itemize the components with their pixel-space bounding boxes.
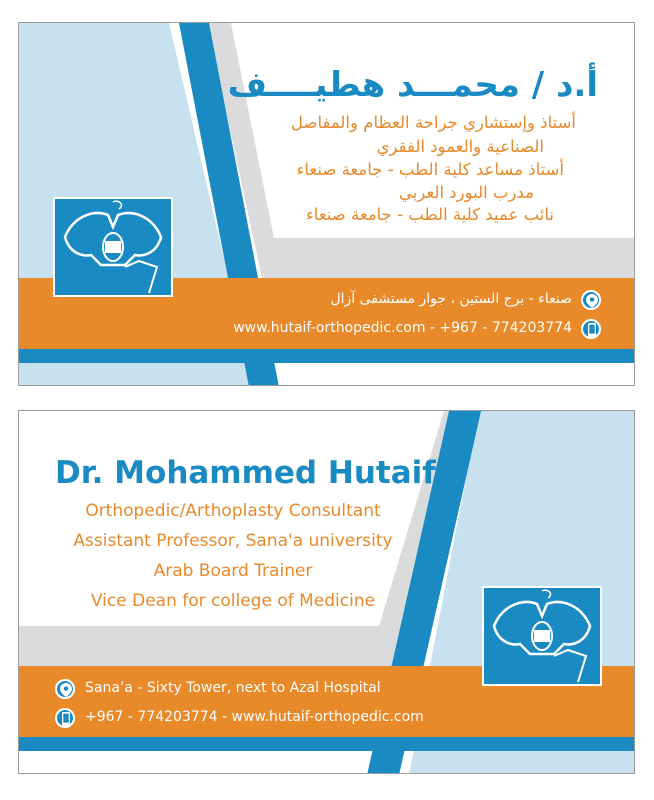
phone-website-english-card[interactable]: +967 - 774203774 - www.hutaif-orthopedic.com — [85, 709, 424, 725]
mobile-phone-icon — [581, 319, 601, 339]
title-line-2-english: Assistant Professor, Sana'a university — [73, 531, 393, 551]
arabic-business-card — [18, 22, 635, 386]
mobile-phone-icon — [55, 708, 75, 728]
title-line-3-english: Arab Board Trainer — [153, 561, 313, 581]
address-english: Sana’a - Sixty Tower, next to Azal Hospital — [85, 680, 381, 696]
location-pin-icon — [55, 679, 75, 699]
location-pin-icon — [581, 290, 601, 310]
pelvis-xray-icon — [482, 586, 602, 686]
title-line-1-arabic: أستاذ وإستشاري جراحة العظام والمفاصل — [290, 113, 576, 132]
address-arabic: صنعاء - برج الستين ، جوار مستشفى آزال — [330, 291, 572, 307]
doctor-name-english: Dr. Mohammed Hutaif — [55, 455, 436, 491]
pelvis-xray-icon — [53, 197, 173, 297]
english-business-card — [18, 410, 635, 774]
title-line-4-english: Vice Dean for college of Medicine — [90, 591, 376, 611]
title-line-5-arabic: نائب عميد كلية الطب - جامعة صنعاء — [306, 205, 554, 224]
phone-website-arabic-card[interactable]: www.hutaif-orthopedic.com - +967 - 774203774 — [233, 320, 572, 336]
doctor-name-arabic: أ.د / محمـــد هطيــــف — [227, 65, 598, 105]
title-line-3-arabic: أستاذ مساعد كلية الطب - جامعة صنعاء — [296, 160, 564, 179]
title-line-1-english: Orthopedic/Arthoplasty Consultant — [85, 501, 381, 521]
title-line-2-arabic: الصناعية والعمود الفقري — [376, 137, 544, 156]
title-line-4-arabic: مدرب البورد العربي — [399, 183, 534, 202]
